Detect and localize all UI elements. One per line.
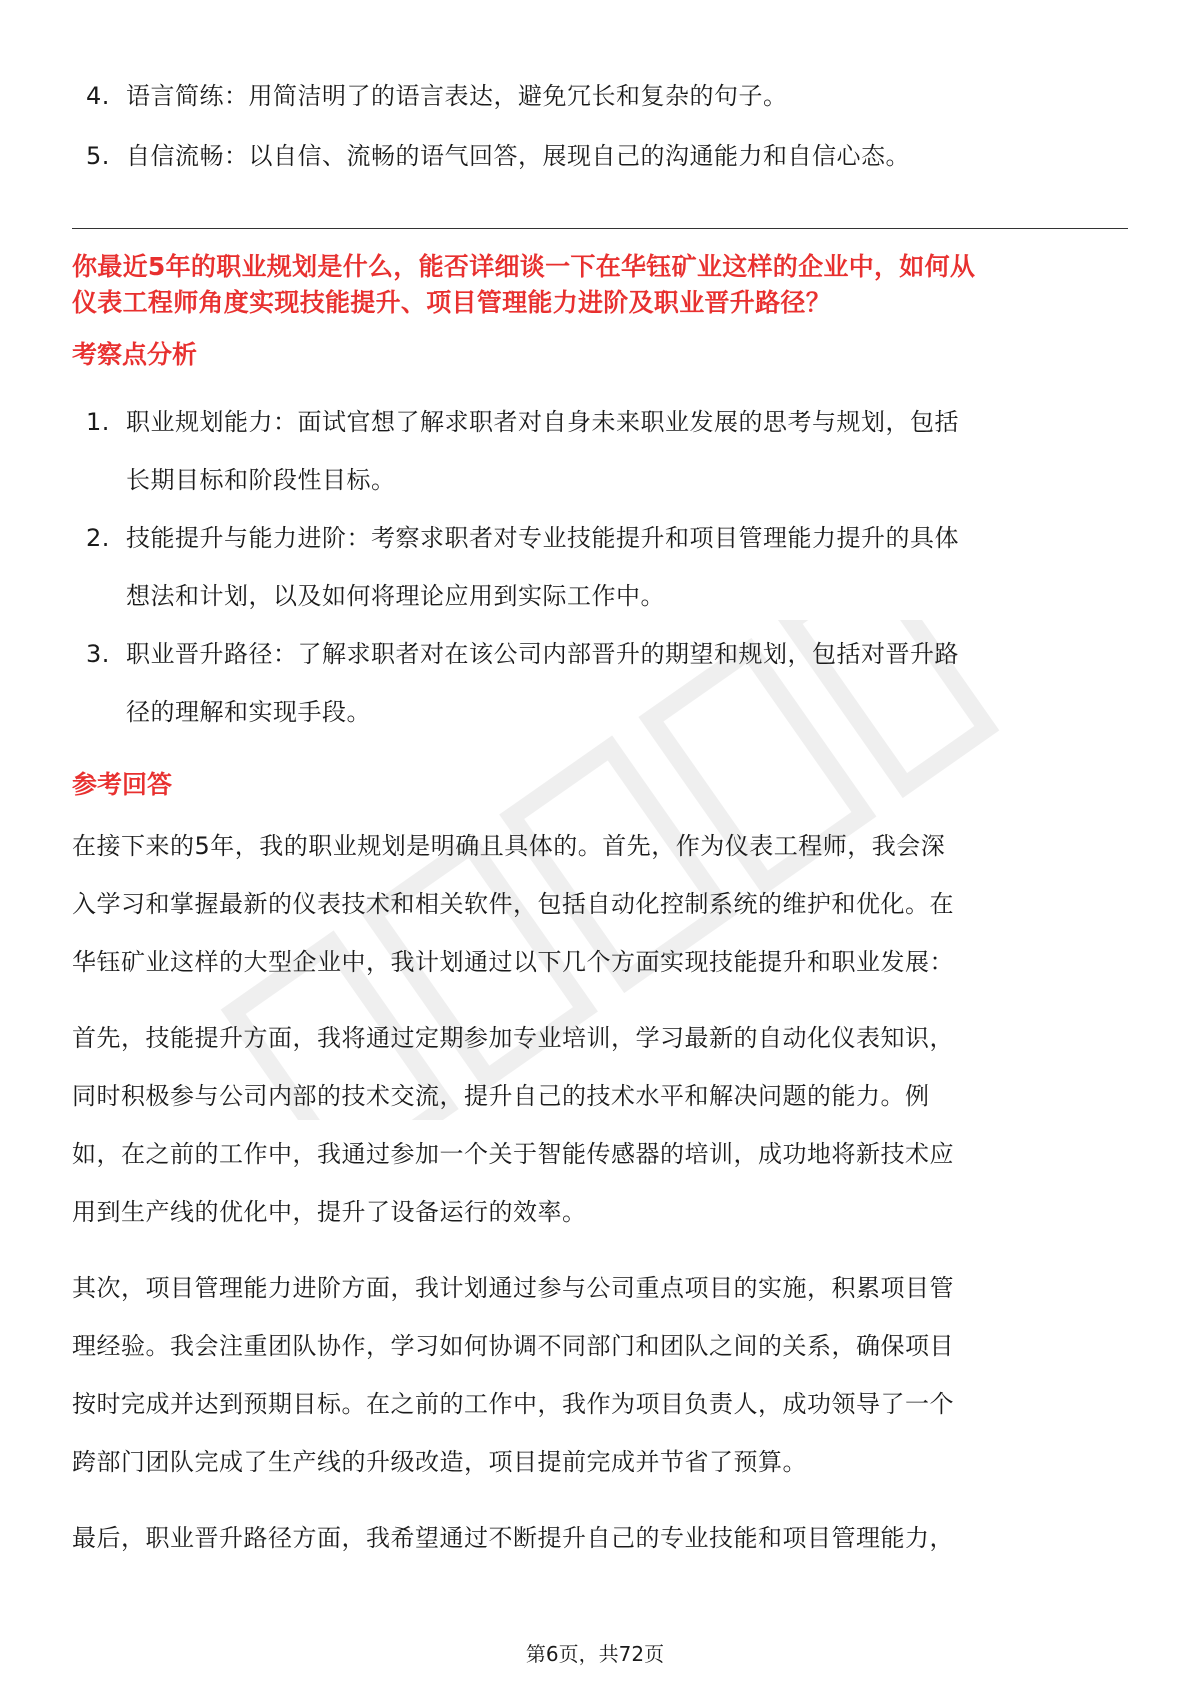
question-line: 仪表工程师角度实现技能提升、项目管理能力进阶及职业晋升路径？: [72, 288, 832, 317]
analysis-heading: 考察点分析: [72, 340, 198, 369]
list-item: [72, 66, 1128, 126]
paragraph-line: 用到生产线的优化中，提升了设备运行的效率。: [72, 1198, 587, 1226]
paragraph-line: 理经验。我会注重团队协作，学习如何协调不同部门和团队之间的关系，确保项目: [72, 1332, 954, 1360]
paragraph-line: 按时完成并达到预期目标。在之前的工作中，我作为项目负责人，成功领导了一个: [72, 1390, 954, 1418]
paragraph-line: 跨部门团队完成了生产线的升级改造，项目提前完成并节省了预算。: [72, 1448, 807, 1476]
list-number: 5.: [86, 142, 110, 170]
list-number: 1.: [86, 408, 110, 436]
list-text: 径的理解和实现手段。: [126, 698, 371, 726]
list-text: 自信流畅：以自信、流畅的语气回答，展现自己的沟通能力和自信心态。: [126, 142, 910, 170]
list-number: 2.: [86, 524, 110, 552]
analysis-list: [72, 393, 1128, 741]
paragraph-line: 同时积极参与公司内部的技术交流，提升自己的技术水平和解决问题的能力。例: [72, 1082, 930, 1110]
paragraph-line: 最后，职业晋升路径方面，我希望通过不断提升自己的专业技能和项目管理能力，: [72, 1524, 954, 1552]
list-text: 职业晋升路径：了解求职者对在该公司内部晋升的期望和规划，包括对晋升路: [126, 640, 959, 668]
answer-paragraph: [72, 1009, 1128, 1241]
paragraph-line: 首先，技能提升方面，我将通过定期参加专业培训，学习最新的自动化仪表知识，: [72, 1024, 954, 1052]
interview-question: [72, 249, 1128, 321]
section-divider: [72, 228, 1128, 229]
paragraph-line: 其次，项目管理能力进阶方面，我计划通过参与公司重点项目的实施，积累项目管: [72, 1274, 954, 1302]
list-item: [72, 126, 1128, 186]
answer-paragraph: [72, 1259, 1128, 1491]
page-number: 第6页，共72页: [525, 1642, 665, 1666]
paragraph-line: 入学习和掌握最新的仪表技术和相关软件，包括自动化控制系统的维护和优化。在: [72, 890, 954, 918]
list-text: 想法和计划，以及如何将理论应用到实际工作中。: [126, 582, 665, 610]
paragraph-line: 在接下来的5年，我的职业规划是明确且具体的。首先，作为仪表工程师，我会深: [72, 832, 946, 860]
list-item: [72, 625, 1128, 741]
list-item: [72, 393, 1128, 509]
answer-heading: 参考回答: [72, 770, 173, 799]
page-content: [72, 66, 1128, 1585]
list-text: 长期目标和阶段性目标。: [126, 466, 396, 494]
list-item: [72, 509, 1128, 625]
paragraph-line: 如，在之前的工作中，我通过参加一个关于智能传感器的培训，成功地将新技术应: [72, 1140, 954, 1168]
list-text: 语言简练：用简洁明了的语言表达，避免冗长和复杂的句子。: [126, 82, 788, 110]
list-number: 4.: [86, 82, 110, 110]
list-number: 3.: [86, 640, 110, 668]
answer-paragraph: [72, 1509, 1128, 1567]
list-text: 技能提升与能力进阶：考察求职者对专业技能提升和项目管理能力提升的具体: [126, 524, 959, 552]
question-line: 你最近5年的职业规划是什么，能否详细谈一下在华钰矿业这样的企业中，如何从: [72, 252, 976, 281]
tips-list: [72, 66, 1128, 186]
answer-paragraph: [72, 817, 1128, 991]
paragraph-line: 华钰矿业这样的大型企业中，我计划通过以下几个方面实现技能提升和职业发展：: [72, 948, 954, 976]
list-text: 职业规划能力：面试官想了解求职者对自身未来职业发展的思考与规划，包括: [126, 408, 959, 436]
